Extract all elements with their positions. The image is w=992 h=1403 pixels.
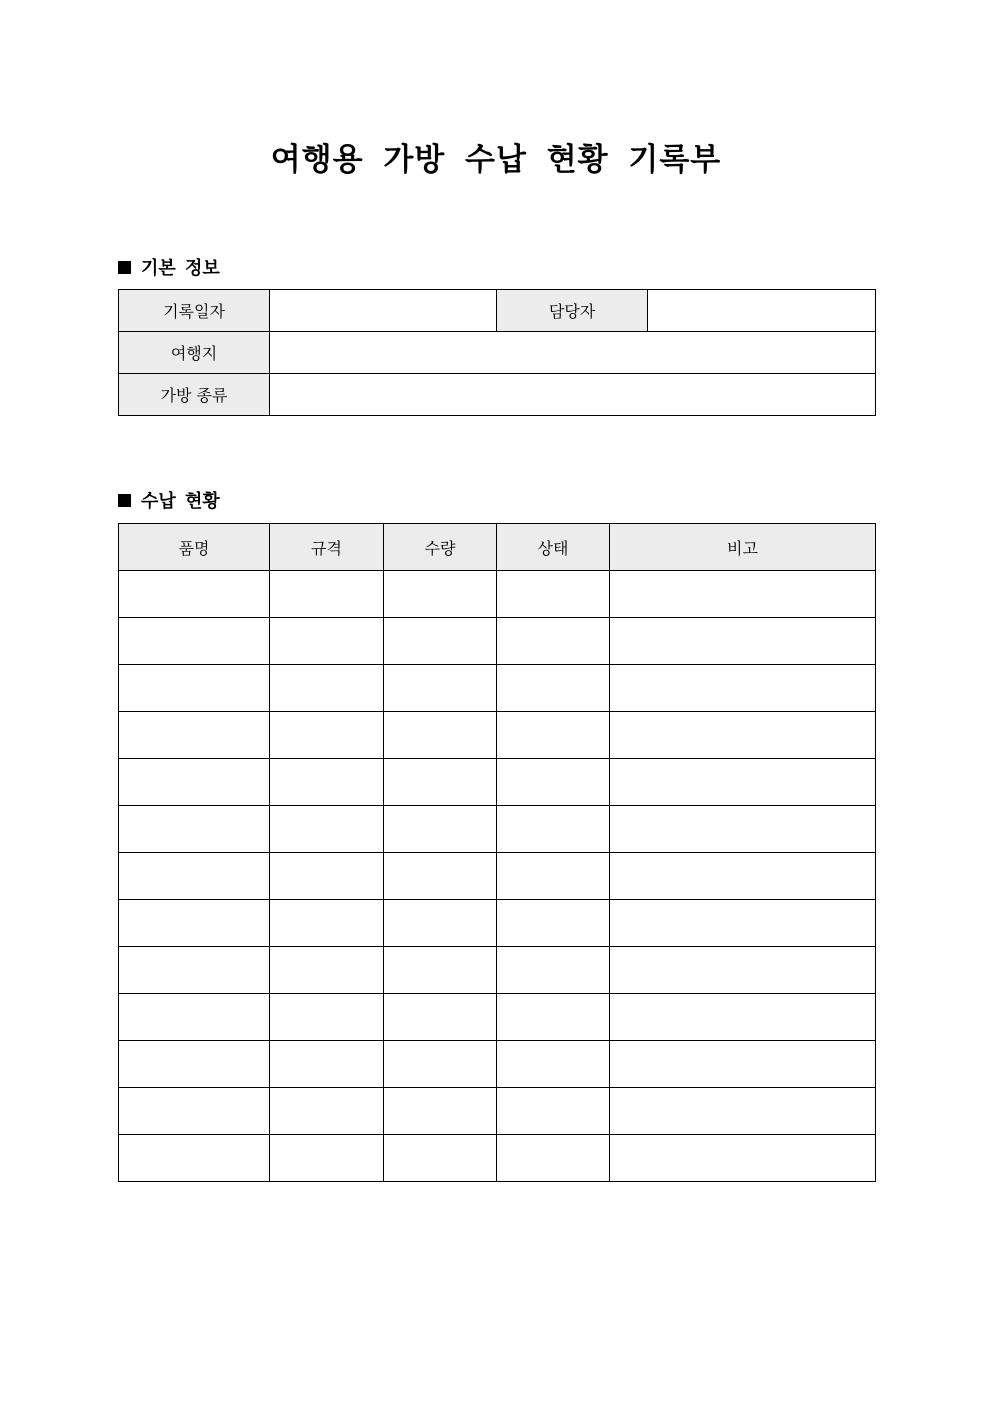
remarks-cell[interactable]	[610, 900, 876, 947]
condition-cell[interactable]	[497, 618, 610, 665]
quantity-cell[interactable]	[384, 900, 497, 947]
item-name-cell[interactable]	[119, 665, 270, 712]
condition-cell[interactable]	[497, 712, 610, 759]
spec-cell[interactable]	[270, 1135, 384, 1182]
remarks-cell[interactable]	[610, 947, 876, 994]
basic-info-table	[118, 289, 876, 416]
column-header-remarks: 비고	[610, 524, 876, 571]
item-name-cell[interactable]	[119, 1088, 270, 1135]
spec-cell[interactable]	[270, 806, 384, 853]
remarks-cell[interactable]	[610, 665, 876, 712]
info-row-bag-type	[119, 374, 876, 416]
storage-status-table	[118, 523, 876, 1182]
table-row	[119, 1041, 876, 1088]
item-name-cell[interactable]	[119, 947, 270, 994]
remarks-cell[interactable]	[610, 1041, 876, 1088]
condition-cell[interactable]	[497, 900, 610, 947]
item-name-cell[interactable]	[119, 618, 270, 665]
bag-type-field[interactable]	[270, 374, 876, 416]
bag-type-label: 가방 종류	[119, 374, 270, 416]
condition-cell[interactable]	[497, 806, 610, 853]
spec-cell[interactable]	[270, 712, 384, 759]
manager-field[interactable]	[648, 290, 876, 332]
spec-cell[interactable]	[270, 571, 384, 618]
record-date-field[interactable]	[270, 290, 497, 332]
condition-cell[interactable]	[497, 994, 610, 1041]
info-row-date-manager	[119, 290, 876, 332]
condition-cell[interactable]	[497, 1088, 610, 1135]
table-row	[119, 759, 876, 806]
condition-cell[interactable]	[497, 853, 610, 900]
item-name-cell[interactable]	[119, 806, 270, 853]
column-header-spec: 규격	[270, 524, 384, 571]
quantity-cell[interactable]	[384, 1041, 497, 1088]
spec-cell[interactable]	[270, 1041, 384, 1088]
column-header-item-name: 품명	[119, 524, 270, 571]
page-title: 여행용 가방 수납 현황 기록부	[270, 142, 722, 178]
condition-cell[interactable]	[497, 1135, 610, 1182]
info-row-destination	[119, 332, 876, 374]
item-name-cell[interactable]	[119, 712, 270, 759]
item-name-cell[interactable]	[119, 759, 270, 806]
section-heading-label: 기본 정보	[141, 258, 220, 279]
remarks-cell[interactable]	[610, 618, 876, 665]
item-name-cell[interactable]	[119, 900, 270, 947]
spec-cell[interactable]	[270, 665, 384, 712]
condition-cell[interactable]	[497, 947, 610, 994]
table-row	[119, 1135, 876, 1182]
remarks-cell[interactable]	[610, 571, 876, 618]
record-date-label: 기록일자	[119, 290, 270, 332]
square-bullet-icon	[118, 494, 131, 507]
remarks-cell[interactable]	[610, 853, 876, 900]
remarks-cell[interactable]	[610, 1088, 876, 1135]
spec-cell[interactable]	[270, 947, 384, 994]
quantity-cell[interactable]	[384, 665, 497, 712]
quantity-cell[interactable]	[384, 759, 497, 806]
remarks-cell[interactable]	[610, 806, 876, 853]
spec-cell[interactable]	[270, 1088, 384, 1135]
quantity-cell[interactable]	[384, 712, 497, 759]
table-row	[119, 994, 876, 1041]
column-header-condition: 상태	[497, 524, 610, 571]
section-heading-label: 수납 현황	[141, 491, 220, 512]
spec-cell[interactable]	[270, 853, 384, 900]
section-heading-basic-info	[118, 254, 220, 280]
spec-cell[interactable]	[270, 618, 384, 665]
item-name-cell[interactable]	[119, 853, 270, 900]
spec-cell[interactable]	[270, 759, 384, 806]
quantity-cell[interactable]	[384, 1088, 497, 1135]
condition-cell[interactable]	[497, 665, 610, 712]
quantity-cell[interactable]	[384, 853, 497, 900]
quantity-cell[interactable]	[384, 571, 497, 618]
remarks-cell[interactable]	[610, 1135, 876, 1182]
item-name-cell[interactable]	[119, 1135, 270, 1182]
square-bullet-icon	[118, 261, 131, 274]
destination-field[interactable]	[270, 332, 876, 374]
table-row	[119, 853, 876, 900]
manager-label: 담당자	[497, 290, 648, 332]
table-row	[119, 947, 876, 994]
quantity-cell[interactable]	[384, 1135, 497, 1182]
destination-label: 여행지	[119, 332, 270, 374]
table-row	[119, 618, 876, 665]
condition-cell[interactable]	[497, 571, 610, 618]
section-heading-storage-status	[118, 487, 220, 513]
table-row	[119, 665, 876, 712]
quantity-cell[interactable]	[384, 806, 497, 853]
spec-cell[interactable]	[270, 900, 384, 947]
remarks-cell[interactable]	[610, 712, 876, 759]
quantity-cell[interactable]	[384, 994, 497, 1041]
condition-cell[interactable]	[497, 759, 610, 806]
spec-cell[interactable]	[270, 994, 384, 1041]
table-row	[119, 806, 876, 853]
condition-cell[interactable]	[497, 1041, 610, 1088]
column-header-quantity: 수량	[384, 524, 497, 571]
remarks-cell[interactable]	[610, 759, 876, 806]
quantity-cell[interactable]	[384, 618, 497, 665]
quantity-cell[interactable]	[384, 947, 497, 994]
item-name-cell[interactable]	[119, 571, 270, 618]
table-row	[119, 900, 876, 947]
table-row	[119, 571, 876, 618]
item-name-cell[interactable]	[119, 1041, 270, 1088]
remarks-cell[interactable]	[610, 994, 876, 1041]
item-name-cell[interactable]	[119, 994, 270, 1041]
table-row	[119, 1088, 876, 1135]
table-header-row	[119, 524, 876, 571]
table-row	[119, 712, 876, 759]
